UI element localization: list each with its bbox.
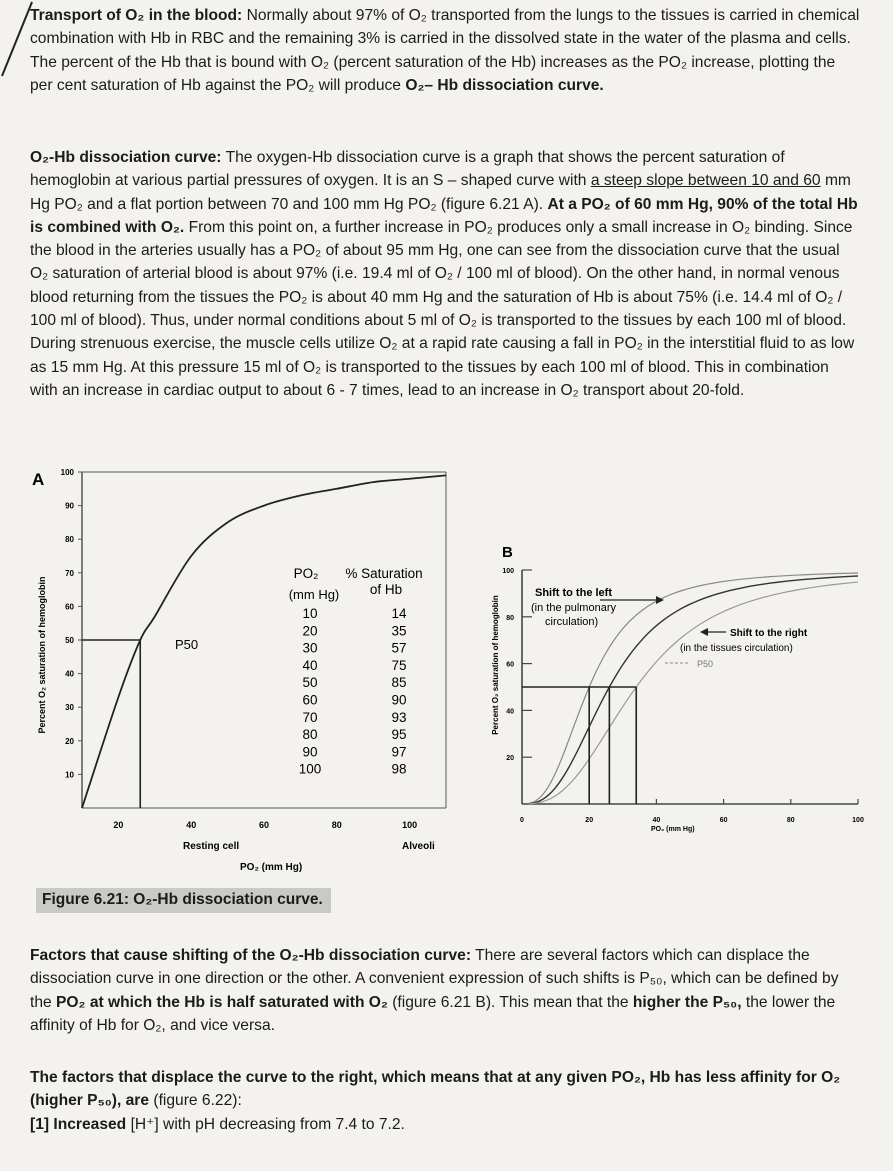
p50-label-b: P50 [697, 659, 714, 669]
table-header-po2-unit: (mm Hg) [288, 587, 340, 602]
p50-label-a: P50 [175, 637, 199, 652]
b-x-tick-label: 0 [520, 817, 524, 824]
table-cell-po2: 70 [302, 709, 318, 725]
table-cell-saturation: 97 [391, 744, 407, 760]
alveoli-label: Alveoli [402, 841, 435, 852]
text-dissociation-bold: At a PO₂ of 60 mm Hg, 90% of the total Hb is combined with O₂. [30, 195, 858, 236]
heading-factors: Factors that cause shifting of the O₂-Hb dissociation curve: [30, 947, 472, 964]
table-header-saturation-unit: of Hb [369, 582, 403, 597]
list-item-1-text: [H⁺] with pH decreasing from 7.4 to 7.2. [130, 1115, 405, 1133]
text-factors-bold3: higher the P₅₀, [632, 993, 742, 1011]
y-tick-label: 10 [65, 770, 74, 780]
b-y-tick-label: 20 [506, 755, 514, 763]
text-factors-body3: the lower the affinity of Hb for O₂, and vice versa. [30, 993, 836, 1034]
b-x-tick-label: 60 [719, 817, 728, 824]
text-dissociation-s1: The oxygen-Hb dissociation curve is a graph that shows the percent saturation of hemoglobin at various partial pressures of oxygen. It is an S – shaped curve with [30, 149, 785, 190]
table-cell-saturation: 85 [391, 675, 407, 691]
table-cell-saturation: 14 [391, 606, 407, 621]
panel-a-x-ticks [113, 820, 417, 830]
panel-a [32, 468, 446, 873]
y-tick-label: 70 [65, 568, 74, 578]
text-dissociation-s4: From this point on, a further increase in PO₂ produces only a small increase in O₂ binding. Since the blood in the arteries usually has a PO₂ of about 95 mm Hg, one can see from the dissociation curve that the usual O₂ saturation of arterial blood is about 97% (i.e. 19.4 ml of O₂ / 100 ml of blood). On the other hand, in normal venous blood returning from the tissues the PO₂ is about 40 mm Hg and the saturation of Hb is about 75% (i.e. 14.4 ml of O₂ / 100 ml of blood). Thus, under normal conditions about 5 ml of O₂ is transported to the tissues by each 100 ml of blood. During strenuous exercise, the muscle cells utilize O₂ at a rapid rate causing a fall in PO₂ in the interstitial fluid to as low as 15 mm Hg. At this pressure 15 ml of O₂ is transported to the tissues by each 100 ml of blood. This in combination with an increase in cardiac output to about 6 - 7 times, lead to an increase in O₂ transport about 20-fold. [30, 218, 855, 399]
panel-b-xlabel: PO₂ (mm Hg) [651, 826, 695, 833]
table-cell-po2: 60 [302, 692, 318, 708]
y-tick-label: 90 [65, 501, 74, 511]
table-cell-po2: 50 [302, 675, 318, 691]
text-dissociation-s2: mm Hg PO₂ and a flat portion between 70 and 100 mm Hg PO₂ (figure 6.21 A). [30, 172, 851, 213]
table-cell-saturation: 90 [391, 692, 407, 708]
b-x-tick-label: 100 [852, 817, 864, 824]
text-factors-body: There are several factors which can displace the dissociation curve in one direction or the other. A convenient expression of such shifts is P₅₀, which can be defined by the [30, 947, 839, 1011]
heading-transport: Transport of O₂ in the blood: [30, 7, 243, 24]
y-tick-label: 20 [65, 736, 74, 746]
table-cell-po2: 20 [302, 623, 318, 639]
table-cell-po2: 10 [302, 606, 318, 621]
paragraph-factors [30, 944, 860, 1037]
table-cell-saturation: 35 [391, 623, 407, 639]
table-cell-saturation: 95 [391, 727, 407, 743]
list-item-1-label: [1] Increased [30, 1115, 127, 1133]
text-right-shift-body: (figure 6.22): [153, 1092, 242, 1110]
x-tick-label: 40 [186, 820, 197, 830]
text-transport-tail: O₂– Hb dissociation curve. [405, 76, 604, 94]
resting-cell-label: Resting cell [183, 841, 240, 852]
b-y-tick-label: 60 [506, 661, 514, 669]
table-cell-saturation: 57 [391, 640, 407, 656]
table-cell-saturation: 98 [391, 761, 407, 777]
panel-b-x-ticks [520, 799, 864, 824]
panel-a-xlabel: PO₂ (mm Hg) [240, 862, 303, 873]
right-shift-title: Shift to the right [730, 628, 808, 639]
table-rows [299, 606, 407, 777]
table-cell-po2: 90 [302, 744, 318, 760]
x-tick-label: 20 [113, 820, 124, 830]
panel-a-ylabel: Percent O₂ saturation of hemoglobin [37, 576, 47, 734]
b-x-tick-label: 40 [652, 817, 661, 824]
saturation-table [289, 566, 423, 777]
text-factors-body2: (figure 6.21 B). This mean that the [392, 993, 629, 1011]
b-x-tick-label: 20 [585, 817, 594, 824]
text-factors-bold2: PO₂ at which the Hb is half saturated with O₂ [56, 993, 388, 1011]
table-cell-po2: 30 [302, 640, 318, 656]
panel-b-y-ticks [502, 568, 532, 762]
left-shift-sub2: circulation) [545, 616, 599, 628]
panel-b [491, 544, 864, 833]
paragraph-dissociation [30, 146, 860, 402]
y-tick-label: 50 [65, 636, 74, 645]
paragraph-transport [30, 4, 860, 97]
y-tick-label: 60 [65, 602, 74, 612]
figure-6-21 [0, 460, 893, 900]
text-right-shift-bold: The factors that displace the curve to the right, which means that at any given PO₂, Hb has less affinity for O₂ (higher P₅₀), are [30, 1069, 841, 1110]
paragraph-right-shift [30, 1066, 860, 1136]
left-shift-arrow-icon [656, 596, 664, 604]
b-y-tick-label: 80 [506, 614, 514, 622]
b-x-tick-label: 80 [786, 817, 795, 824]
left-shift-sub1: (in the pulmonary [531, 602, 616, 614]
panel-a-y-ticks [61, 468, 82, 779]
y-tick-label: 100 [60, 468, 74, 477]
text-transport-body: Normally about 97% of O₂ transported from the lungs to the tissues is carried in chemical combination with Hb in RBC and the remaining 3% is carried in the dissolved state in the water of the plasma and cells. The percent of the Hb that is bound with O₂ (percent saturation of the Hb) increases as the PO₂ increase, plotting the per cent saturation of Hb against the PO₂ will produce [30, 7, 860, 94]
table-header-saturation: % Saturation [345, 566, 423, 581]
x-tick-label: 80 [331, 820, 342, 830]
table-cell-po2: 100 [298, 761, 322, 777]
b-y-tick-label: 40 [506, 708, 514, 716]
right-shift-sub: (in the tissues circulation) [680, 643, 793, 654]
panel-b-letter: B [502, 544, 513, 561]
left-shift-title: Shift to the left [535, 587, 612, 599]
panel-b-ylabel: Percent O₂ saturation of hemoglobin [491, 595, 500, 735]
table-cell-saturation: 75 [391, 657, 407, 673]
x-tick-label: 60 [258, 820, 270, 830]
b-y-tick-label: 100 [502, 568, 514, 575]
table-cell-po2: 80 [302, 727, 318, 743]
text-dissociation-underlined: a steep slope between 10 and 60 [590, 172, 821, 190]
x-tick-label: 100 [402, 820, 418, 830]
y-tick-label: 30 [65, 703, 74, 713]
y-tick-label: 80 [65, 535, 74, 545]
figure-caption: Figure 6.21: O₂-Hb dissociation curve. [36, 888, 331, 913]
panel-a-letter: A [32, 470, 45, 489]
heading-dissociation: O₂-Hb dissociation curve: [30, 149, 222, 166]
table-header-po2: PO₂ [293, 566, 319, 581]
table-cell-saturation: 93 [391, 709, 407, 725]
y-tick-label: 40 [65, 669, 74, 679]
table-cell-po2: 40 [302, 657, 318, 673]
panel-b-p50-guides [522, 687, 636, 804]
